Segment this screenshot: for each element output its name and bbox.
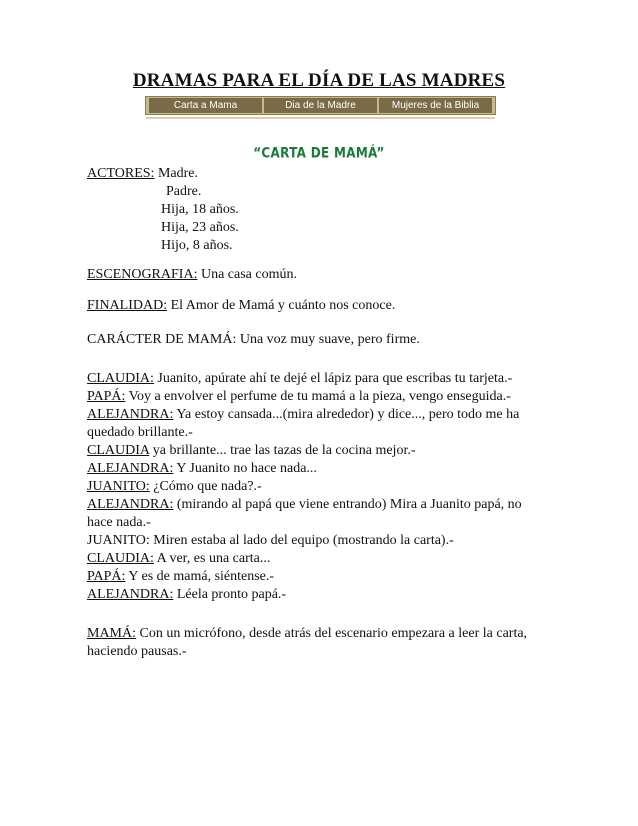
speaker-name: CLAUDIA bbox=[87, 443, 150, 458]
dialogue-line bbox=[87, 586, 286, 604]
actor-item: Hija, 18 años. bbox=[161, 202, 239, 217]
speaker-name: JUANITO: bbox=[87, 533, 150, 548]
speaker-name: ALEJANDRA: bbox=[87, 587, 174, 602]
nav-bar bbox=[145, 96, 496, 115]
speaker-name: JUANITO: bbox=[87, 479, 150, 494]
dialogue-text: A ver, es una carta... bbox=[156, 551, 271, 566]
dialogue-text: Con un micrófono, desde atrás del escenario empezara a leer la carta, bbox=[139, 626, 528, 641]
dialogue-text: (mirando al papá que viene entrando) Mira a Juanito papá, no bbox=[176, 497, 522, 512]
dialogue-line bbox=[87, 568, 274, 586]
dialogue-line bbox=[87, 496, 522, 514]
nav-button-mujeres-de-la-biblia[interactable]: Mujeres de la Biblia bbox=[379, 98, 492, 113]
scenography-line bbox=[87, 266, 297, 284]
scenography-label: ESCENOGRAFIA: bbox=[87, 267, 198, 282]
speaker-name: CLAUDIA: bbox=[87, 551, 154, 566]
dialogue-text: Léela pronto papá.- bbox=[176, 587, 287, 602]
dialogue-line bbox=[87, 478, 262, 496]
section-subtitle: “CARTA DE MAMÁ” bbox=[253, 144, 385, 162]
dialogue-line bbox=[87, 550, 270, 568]
speaker-name: ALEJANDRA: bbox=[87, 497, 174, 512]
speaker-name: PAPÁ: bbox=[87, 569, 126, 584]
purpose-line bbox=[87, 297, 395, 315]
dialogue-text: Y Juanito no hace nada... bbox=[176, 461, 317, 476]
dialogue-text: ya brillante... trae las tazas de la cocina mejor.- bbox=[152, 443, 416, 458]
actor-item: Hija, 23 años. bbox=[161, 220, 239, 235]
dialogue-text: ¿Cómo que nada?.- bbox=[153, 479, 262, 494]
character-line: CARÁCTER DE MAMÁ: Una voz muy suave, pero firme. bbox=[87, 332, 420, 347]
dialogue-line bbox=[87, 532, 454, 550]
dialogue-line bbox=[87, 388, 511, 406]
nav-button-carta-a-mama[interactable]: Carta a Mama bbox=[149, 98, 262, 113]
dialogue-text: Ya estoy cansada...(mira alrededor) y dice..., pero todo me ha bbox=[176, 407, 520, 422]
dialogue-text: Y es de mamá, siéntense.- bbox=[128, 569, 275, 584]
page-title: DRAMAS PARA EL DÍA DE LAS MADRES bbox=[132, 70, 506, 91]
nav-button-dia-de-la-madre[interactable]: Dia de la Madre bbox=[264, 98, 377, 113]
actors-label: ACTORES: bbox=[87, 166, 155, 181]
speaker-name: ALEJANDRA: bbox=[87, 461, 174, 476]
purpose-label: FINALIDAD: bbox=[87, 298, 168, 313]
speaker-name: CLAUDIA: bbox=[87, 371, 154, 386]
actor-item: Padre. bbox=[166, 184, 202, 199]
speaker-name: ALEJANDRA: bbox=[87, 407, 174, 422]
actor-item: Madre. bbox=[157, 166, 198, 181]
dialogue-continuation: quedado brillante.- bbox=[87, 425, 193, 440]
dialogue-line bbox=[87, 442, 416, 460]
actor-item: Hijo, 8 años. bbox=[161, 238, 233, 253]
speaker-name: MAMÁ: bbox=[87, 626, 137, 641]
scenography-text: Una casa común. bbox=[200, 267, 297, 282]
actors-line bbox=[87, 165, 198, 183]
dialogue-line bbox=[87, 460, 317, 478]
purpose-text: El Amor de Mamá y cuánto nos conoce. bbox=[170, 298, 396, 313]
dialogue-text: Miren estaba al lado del equipo (mostrando la carta).- bbox=[153, 533, 454, 548]
mother-line bbox=[87, 625, 527, 643]
dialogue-text: Juanito, apúrate ahí te dejé el lápiz para que escribas tu tarjeta.- bbox=[157, 371, 513, 386]
speaker-name: PAPÁ: bbox=[87, 389, 126, 404]
dialogue-text: Voy a envolver el perfume de tu mamá a la pieza, vengo enseguida.- bbox=[128, 389, 511, 404]
dialogue-line bbox=[87, 406, 519, 424]
dialogue-line bbox=[87, 370, 512, 388]
dialogue-continuation: haciendo pausas.- bbox=[87, 644, 187, 659]
dialogue-continuation: hace nada.- bbox=[87, 515, 151, 530]
